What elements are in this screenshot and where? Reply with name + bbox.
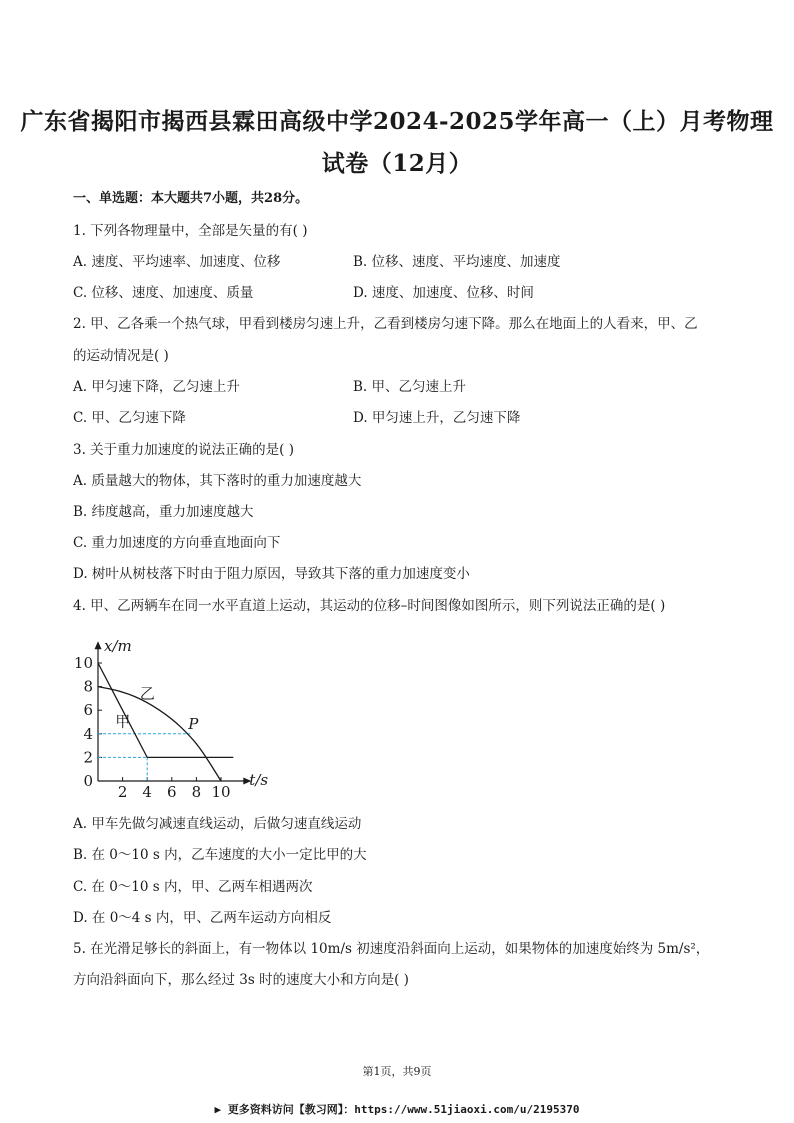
q5-stem-line2: 方向沿斜面向下，那么经过 3s 时的速度大小和方向是( ) — [73, 972, 409, 988]
q1-option-d: D. 速度、加速度、位移、时间 — [353, 285, 534, 301]
y-tick-label: 8 — [83, 677, 93, 696]
section-heading: 一、单选题：本大题共7小题，共28分。 — [73, 191, 309, 206]
y-tick-label: 0 — [83, 772, 93, 790]
q4-option-d: D. 在 0～4 s 内，甲、乙两车运动方向相反 — [73, 910, 332, 926]
q1-option-a: A. 速度、平均速率、加速度、位移 — [73, 254, 281, 270]
q4-option-c: C. 在 0～10 s 内，甲、乙两车相遇两次 — [73, 879, 313, 895]
x-axis-label: t/s — [249, 771, 268, 789]
q3-option-a: A. 质量越大的物体，其下落时的重力加速度越大 — [73, 473, 362, 489]
q4-option-a: A. 甲车先做匀减速直线运动，后做匀速直线运动 — [73, 816, 362, 832]
position-time-graph — [68, 617, 268, 803]
y-tick-label: 2 — [83, 748, 93, 767]
q4-stem: 4. 甲、乙两辆车在同一水平直道上运动，其运动的位移–时间图像如图所示，则下列说法正确的是( ) — [73, 598, 666, 614]
q2-option-a: A. 甲匀速下降，乙匀速上升 — [73, 379, 240, 395]
q2-stem-line1: 2. 甲、乙各乘一个热气球，甲看到楼房匀速上升，乙看到楼房匀速下降。那么在地面上的人看来，甲、乙 — [73, 316, 698, 332]
q3-option-c: C. 重力加速度的方向垂直地面向下 — [73, 535, 281, 551]
x-tick-label: 8 — [191, 783, 202, 801]
point-label-p: P — [188, 714, 199, 733]
x-tick-label: 2 — [117, 783, 128, 801]
q1-stem: 1. 下列各物理量中，全部是矢量的有( ) — [73, 223, 308, 239]
y-tick-label: 4 — [83, 724, 93, 743]
exam-title-line2: 试卷（12月） — [321, 150, 473, 177]
q5-stem-line1: 5. 在光滑足够长的斜面上，有一物体以 10m/s 初速度沿斜面向上运动，如果物体的加速度始终为 5m/s²， — [73, 941, 710, 957]
q3-option-b: B. 纬度越高，重力加速度越大 — [73, 504, 254, 520]
series-label-jia: 甲 — [115, 712, 131, 731]
q3-option-d: D. 树叶从树枝落下时由于阻力原因，导致其下落的重力加速度变小 — [73, 566, 470, 582]
series-label-yi: 乙 — [139, 684, 155, 703]
q2-stem-line2: 的运动情况是( ) — [73, 348, 169, 364]
x-tick-label: 10 — [211, 783, 231, 801]
y-tick-label: 6 — [83, 701, 93, 720]
y-axis-label: x/m — [104, 637, 132, 656]
promo-link[interactable]: ▶ 更多资料访问【教习网】：https://www.51jiaoxi.com/u/2195370 — [214, 1103, 580, 1116]
exam-title-line1: 广东省揭阳市揭西县霖田高级中学2024-2025学年高一（上）月考物理 — [20, 108, 774, 135]
q2-option-b: B. 甲、乙匀速上升 — [353, 379, 467, 395]
q2-option-d: D. 甲匀速上升，乙匀速下降 — [353, 410, 521, 426]
q4-option-b: B. 在 0～10 s 内，乙车速度的大小一定比甲的大 — [73, 847, 367, 863]
x-tick-label: 6 — [167, 783, 177, 801]
q3-stem: 3. 关于重力加速度的说法正确的是( ) — [73, 442, 294, 458]
q1-option-c: C. 位移、速度、加速度、质量 — [73, 285, 254, 301]
q1-option-b: B. 位移、速度、平均速度、加速度 — [353, 254, 561, 270]
y-axis-arrow — [95, 641, 102, 649]
q2-option-c: C. 甲、乙匀速下降 — [73, 410, 186, 426]
page-footer: 第1页，共9页 — [362, 1065, 432, 1078]
x-tick-label: 4 — [142, 783, 152, 801]
y-tick-label: 10 — [73, 654, 93, 672]
series-line-jia — [98, 663, 233, 757]
